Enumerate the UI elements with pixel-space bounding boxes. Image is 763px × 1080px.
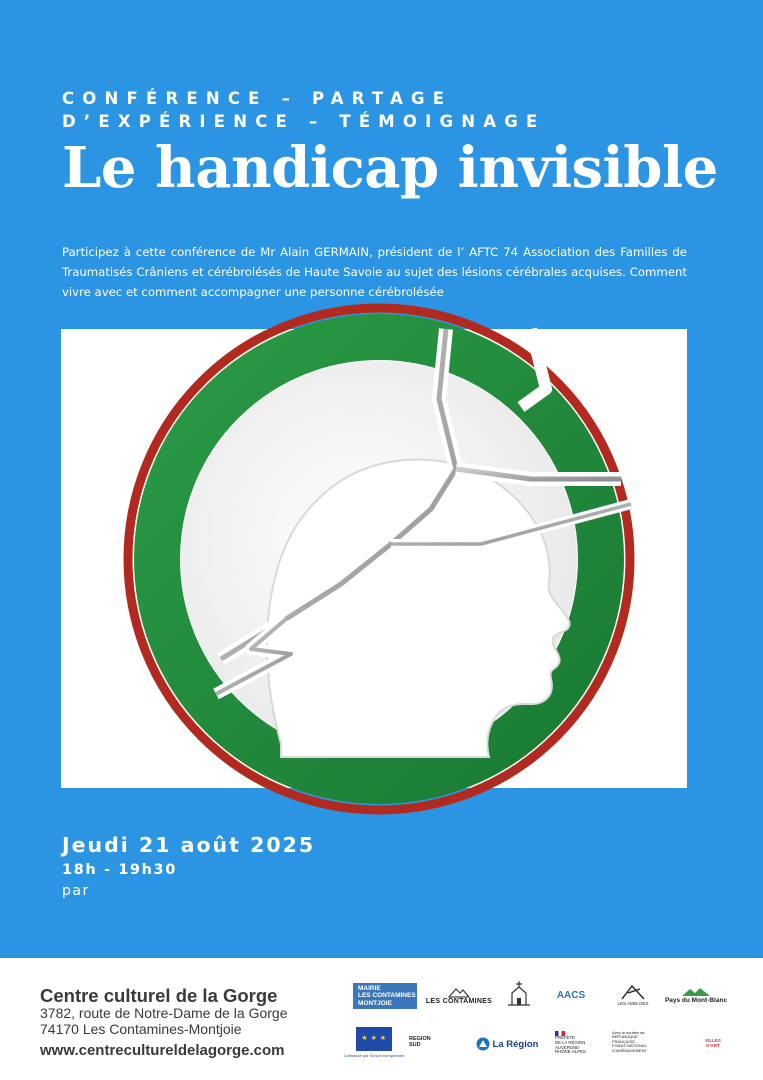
eu-caption: Cofinancé par l'Union européenne (343, 1052, 405, 1058)
illustration-panel (61, 329, 687, 788)
event-by: par (62, 883, 90, 899)
villes-text-1: VILLES (705, 1038, 721, 1044)
region-sud-text-2: SUD (409, 1042, 421, 1048)
fnadt-text-2: RÉPUBLIQUE (612, 1034, 638, 1040)
venue-name: Centre culturel de la Gorge (40, 985, 278, 1006)
prefet-text-1: PRÉFÈTE (555, 1034, 575, 1040)
villes-text-2: D'ART (706, 1043, 720, 1048)
les-amis-logo (616, 980, 650, 1008)
prefet-text-3: AUVERGNE- (555, 1044, 581, 1050)
fnadt-text-4: FONDS NATIONAL (612, 1043, 647, 1049)
prefet-region-logo (555, 1028, 605, 1058)
mairie-contamines-logo (353, 983, 417, 1009)
fnadt-text-1: Avec le soutien de (612, 1029, 645, 1035)
mairie-logo-text-1: MAIRIE (358, 985, 381, 993)
region-sud-text-1: REGION (409, 1035, 431, 1042)
event-time: 18h - 19h30 (62, 862, 177, 878)
fnadt-logo (612, 1026, 690, 1058)
page-title: Le handicap invisible (62, 135, 718, 201)
amis-logo-text: LES AMIS DES (617, 1000, 649, 1006)
aacs-logo (551, 988, 591, 1002)
mont-blanc-icon (681, 987, 711, 997)
region-sud-logo (409, 1030, 457, 1054)
venue-address-line-2: 74170 Les Contamines-Montjoie (40, 1021, 242, 1037)
eu-cofinance-logo (343, 1025, 405, 1059)
church-icon (504, 979, 534, 1007)
la-region-text: La Région (492, 1038, 539, 1050)
cracked-head-logo-icon (61, 329, 687, 788)
region-triangle-icon (476, 1037, 490, 1051)
contamines-logo-text: LES CONTAMINES (425, 997, 493, 1005)
fnadt-text-5: D'AMÉNAGEMENT (612, 1047, 647, 1053)
prefet-text-2: DE LA RÉGION (555, 1039, 586, 1045)
kicker-line-1: CONFÉRENCE – PARTAGE (62, 89, 453, 108)
venue-address-line-1: 3782, route de Notre-Dame de la Gorge (40, 1005, 288, 1021)
la-region-logo (472, 1033, 542, 1055)
villes-art-logo (701, 1030, 725, 1058)
mairie-logo-text-2: LES CONTAMINES (358, 992, 416, 1000)
church-logo (503, 979, 535, 1007)
mairie-logo-text-3: MONTJOIE (358, 999, 392, 1007)
prefet-text-4: RHÔNE-ALPES (555, 1049, 586, 1055)
event-date: Jeudi 21 août 2025 (62, 833, 316, 857)
aacs-logo-text: AACS (556, 989, 586, 1001)
mountain-icon (448, 986, 470, 998)
venue-website-link[interactable]: www.centrecultureldelagorge.com (40, 1042, 285, 1059)
contamines-logo (425, 983, 493, 1007)
pmb-logo-text: Pays du Mont-Blanc (664, 996, 728, 1004)
pays-mont-blanc-logo (664, 983, 728, 1007)
eu-flag-icon: ★ ★ ★ (356, 1027, 392, 1051)
fnadt-text-3: FRANÇAISE (612, 1038, 635, 1044)
kicker-line-2: D’EXPÉRIENCE – TÉMOIGNAGE (62, 112, 546, 131)
star-mountain-icon (620, 983, 646, 1001)
intro-paragraph: Participez à cette conférence de Mr Alain GERMAIN, président de l’ AFTC 74 Association des Familles de Traumatisés Crâniens et cérébrolésés de Haute Savoie au sujet des lésions cérébrales acquises. Comment vivre avec et comment accompagner une personne cérébrolésée (62, 245, 687, 299)
